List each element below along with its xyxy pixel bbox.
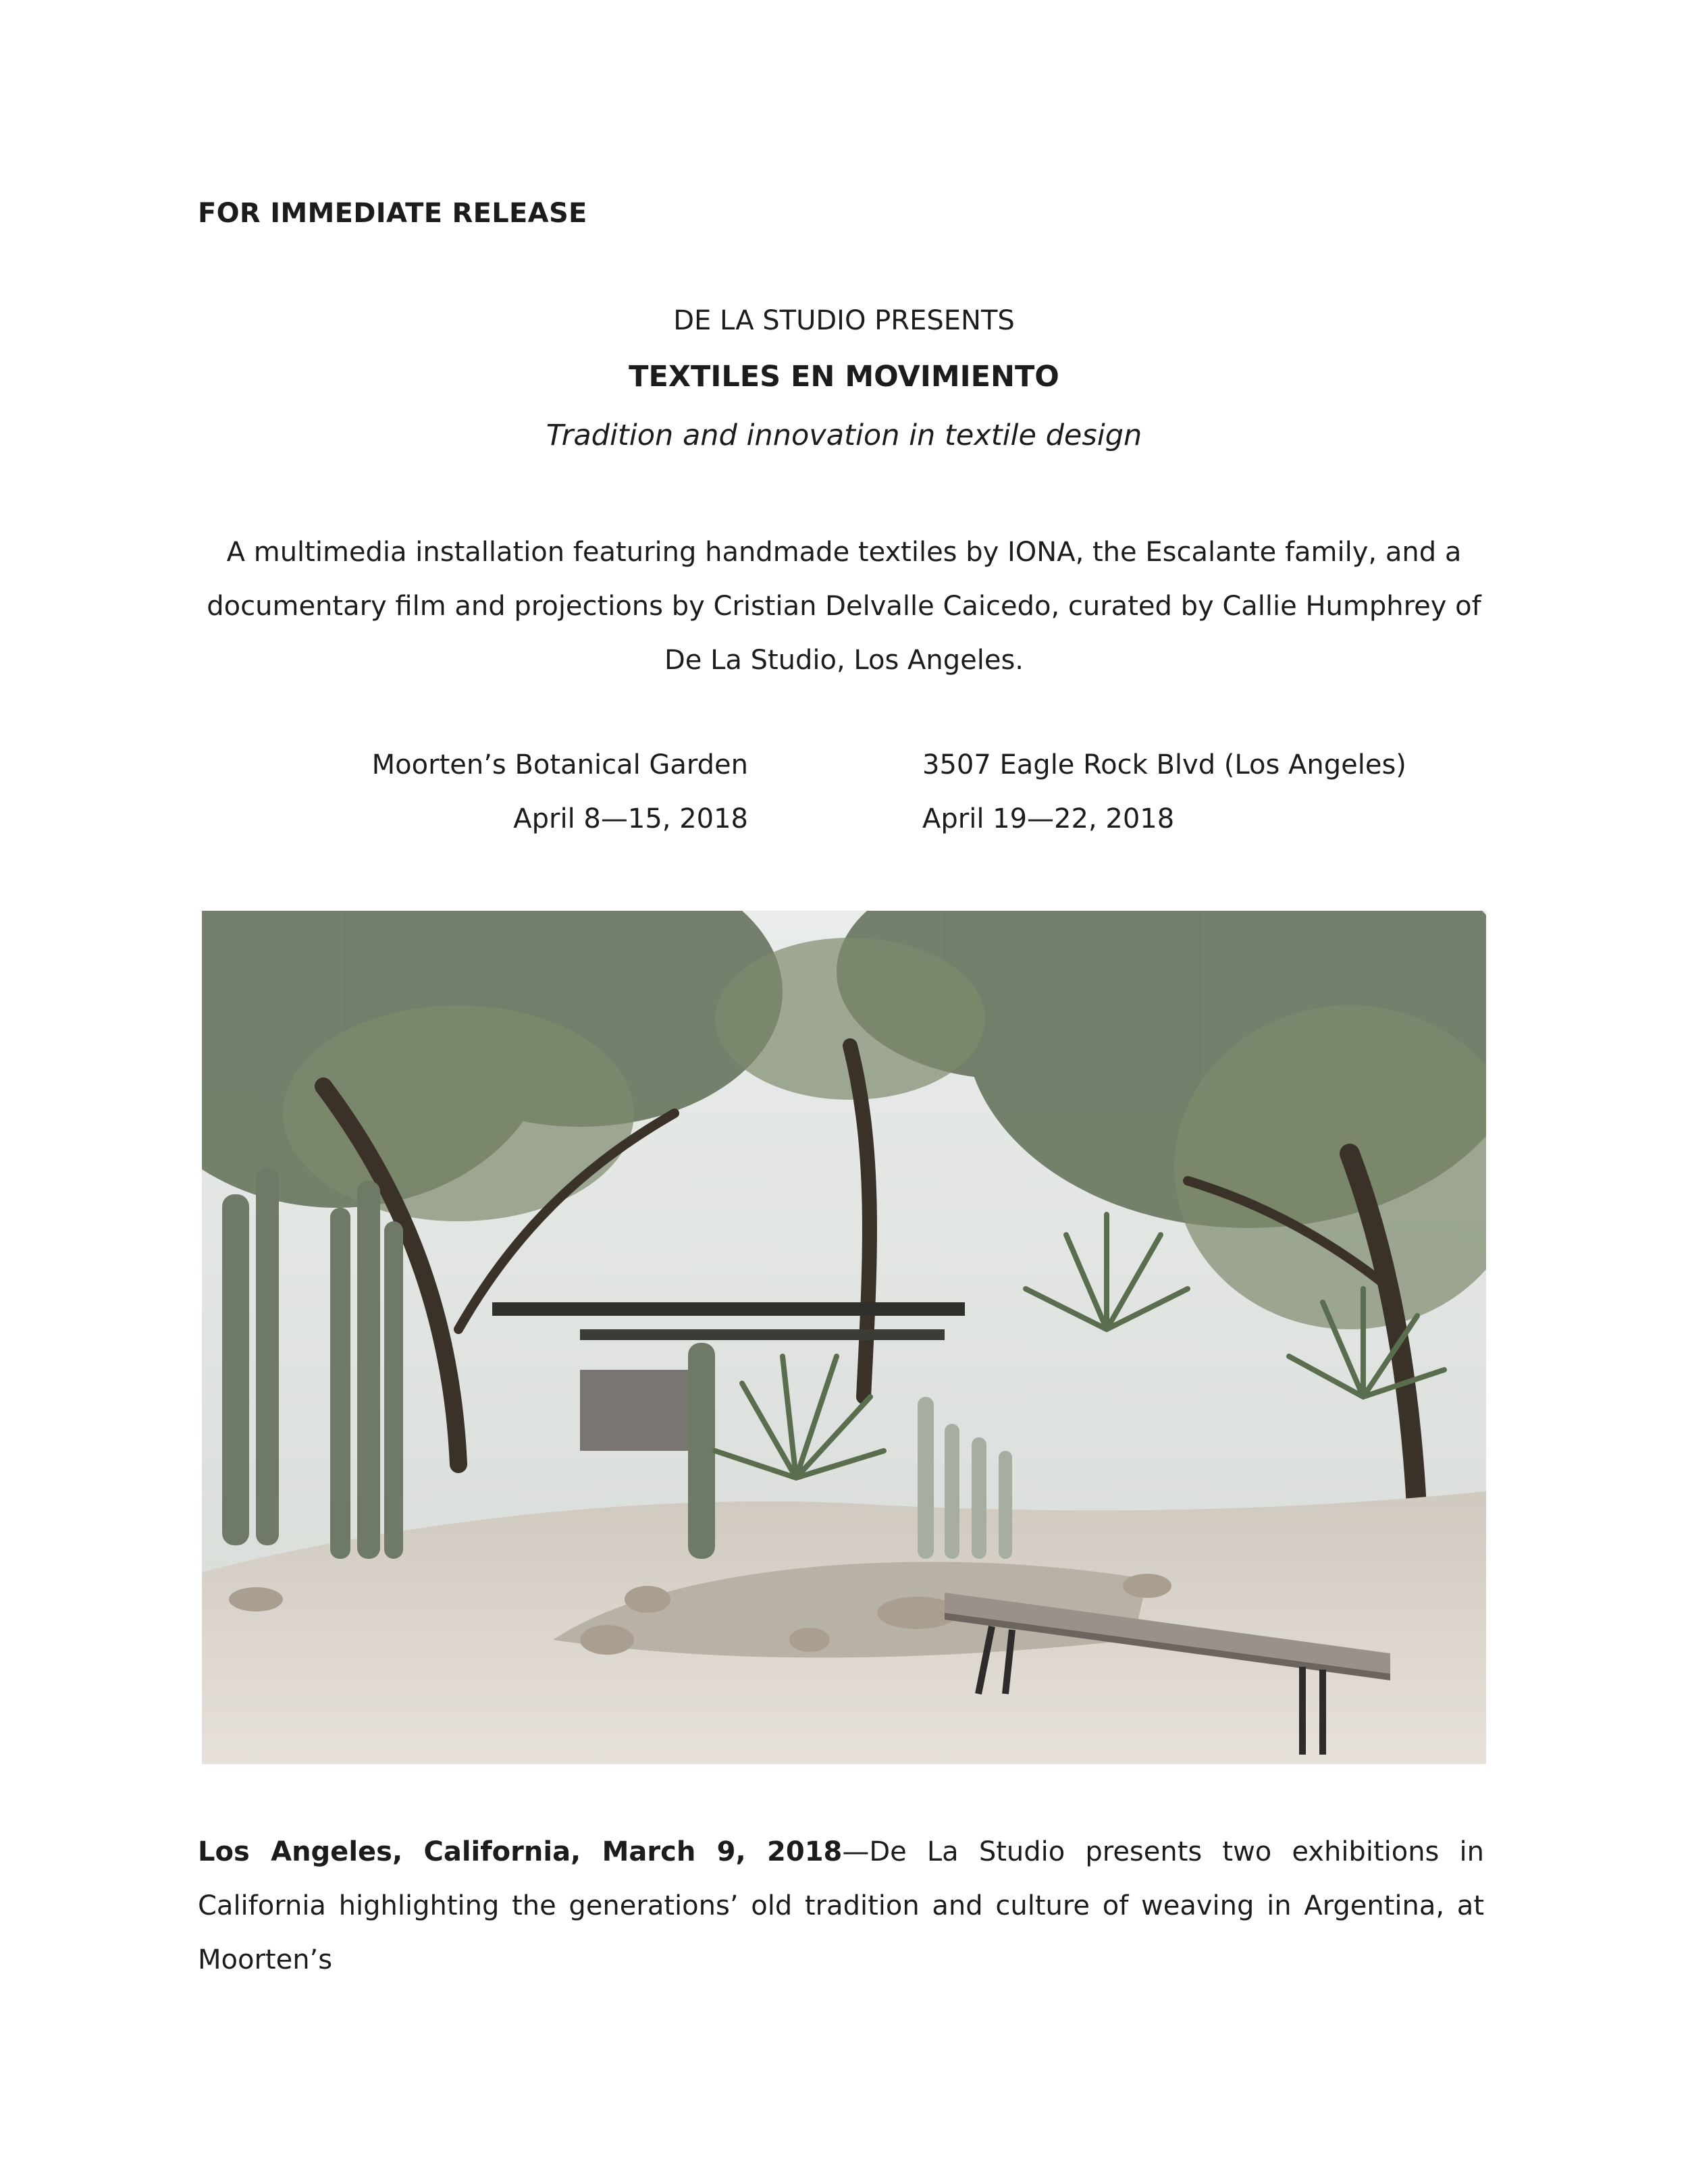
venue-2-dates: April 19—22, 2018 [922, 803, 1175, 834]
dateline: Los Angeles, California, March 9, 2018 [198, 1836, 843, 1867]
exhibition-title: TEXTILES EN MOVIMIENTO [629, 360, 1059, 394]
venue-1 [203, 738, 748, 846]
exhibition-subtitle: Tradition and innovation in textile design [546, 419, 1142, 452]
venue-1-dates: April 8—15, 2018 [513, 803, 748, 834]
release-label: FOR IMMEDIATE RELEASE [198, 198, 587, 229]
intro-paragraph: A multimedia installation featuring handmade textiles by IONA, the Escalante family, and a documentary film and projections by Cristian Delvalle Caicedo, curated by Callie Humphrey of De La Studio, Los Angeles. [207, 537, 1481, 676]
venue-2-name: 3507 Eagle Rock Blvd (Los Angeles) [922, 749, 1406, 780]
garden-photo [202, 911, 1486, 1764]
body-paragraph [198, 1825, 1484, 1987]
body-text: —De La Studio presents two exhibitions in California highlighting the generations’ old tradition and culture of weaving in Argentina, at Moorten’s [198, 1836, 1484, 1975]
venue-2 [922, 738, 1530, 846]
presenter-line: DE LA STUDIO PRESENTS [673, 305, 1015, 336]
venue-1-name: Moorten’s Botanical Garden [371, 749, 748, 780]
